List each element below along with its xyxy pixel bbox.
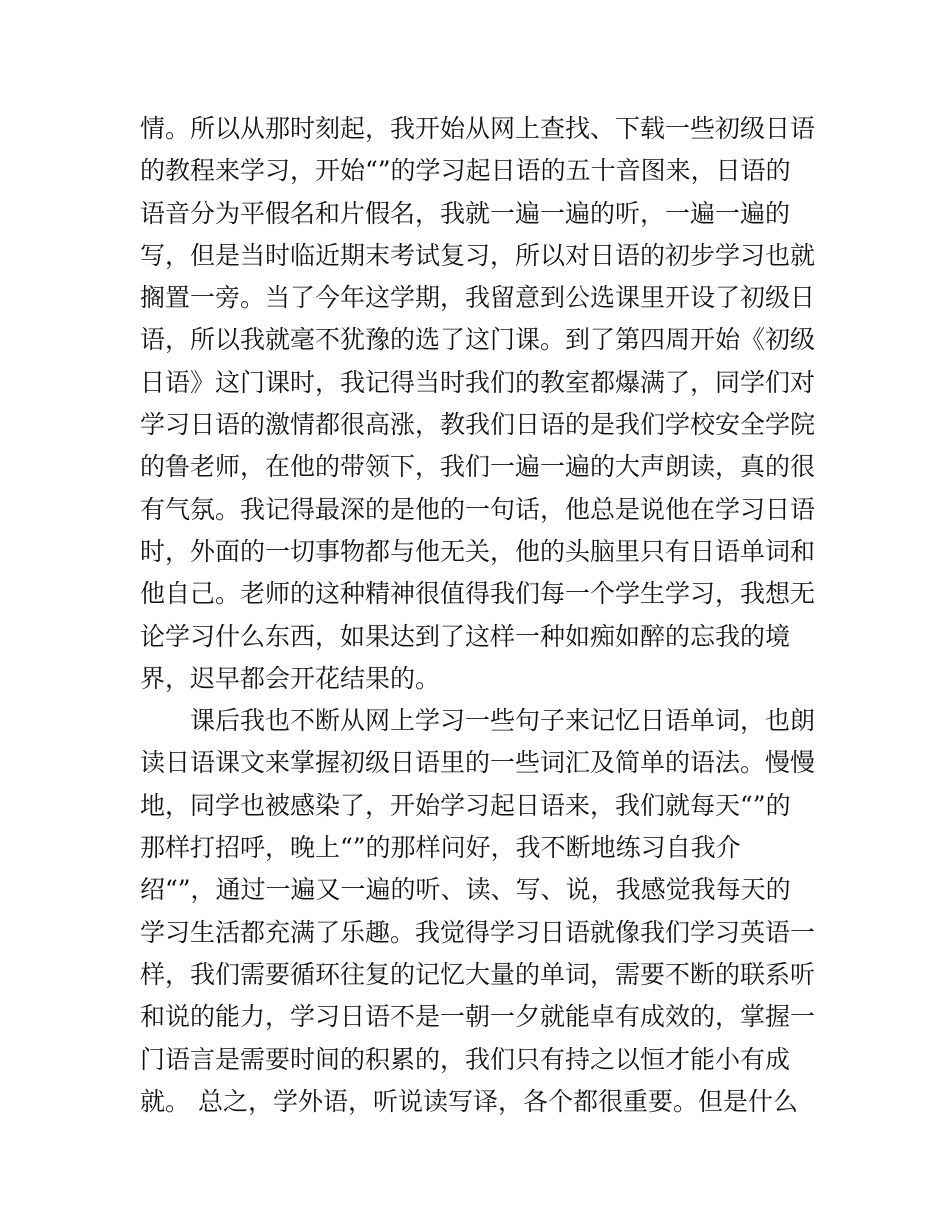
text-line: 有气氛。我记得最深的是他的一句话，他总是说他在学习日语: [140, 494, 816, 524]
text-line: 门语言是需要时间的积累的，我们只有持之以恒才能小有成: [140, 1044, 791, 1074]
text-line: 时，外面的一切事物都与他无关，他的头脑里只有日语单词和: [140, 536, 816, 566]
body-text: [140, 108, 820, 1123]
text-line: 学习日语的激情都很高涨，教我们日语的是我们学校安全学院: [140, 410, 816, 440]
text-line: 搁置一旁。当了今年这学期，我留意到公选课里开设了初级日: [140, 283, 816, 313]
text-line: 读日语课文来掌握初级日语里的一些词汇及简单的语法。慢慢: [140, 748, 816, 778]
text-line: 的教程来学习，开始“”的学习起日语的五十音图来，日语的: [140, 156, 791, 186]
text-line: 他自己。老师的这种精神很值得我们每一个学生学习，我想无: [140, 579, 816, 609]
text-line: 地，同学也被感染了，开始学习起日语来，我们就每天“”的: [140, 790, 791, 820]
text-line: 那样打招呼，晚上“”的那样问好，我不断地练习自我介: [140, 833, 741, 863]
text-line: 课后我也不断从网上学习一些句子来记忆日语单词，也朗: [140, 706, 816, 736]
text-line: 样，我们需要循环往复的记忆大量的单词，需要不断的联系听: [140, 959, 816, 989]
text-line: 日语》这门课时，我记得当时我们的教室都爆满了，同学们对: [140, 367, 816, 397]
text-line: 情。所以从那时刻起，我开始从网上查找、下载一些初级日语: [140, 114, 816, 143]
text-line: 论学习什么东西，如果达到了这样一种如痴如醉的忘我的境: [140, 621, 791, 651]
text-line: 语，所以我就毫不犹豫的选了这门课。到了第四周开始《初级: [140, 325, 816, 355]
text-line: 语音分为平假名和片假名，我就一遍一遍的听，一遍一遍的: [140, 198, 791, 228]
text-line: 和说的能力，学习日语不是一朝一夕就能卓有成效的，掌握一: [140, 1002, 816, 1032]
text-line: 的鲁老师，在他的带领下，我们一遍一遍的大声朗读，真的很: [140, 452, 816, 482]
text-line: 学习生活都充满了乐趣。我觉得学习日语就像我们学习英语一: [140, 917, 816, 947]
text-line: 就。 总之，学外语，听说读写译，各个都很重要。但是什么: [140, 1086, 798, 1116]
text-line: 绍“”，通过一遍又一遍的听、读、写、说，我感觉我每天的: [140, 875, 791, 905]
text-line: 写，但是当时临近期末考试复习，所以对日语的初步学习也就: [140, 240, 816, 270]
text-line: 界，迟早都会开花结果的。: [140, 663, 441, 693]
